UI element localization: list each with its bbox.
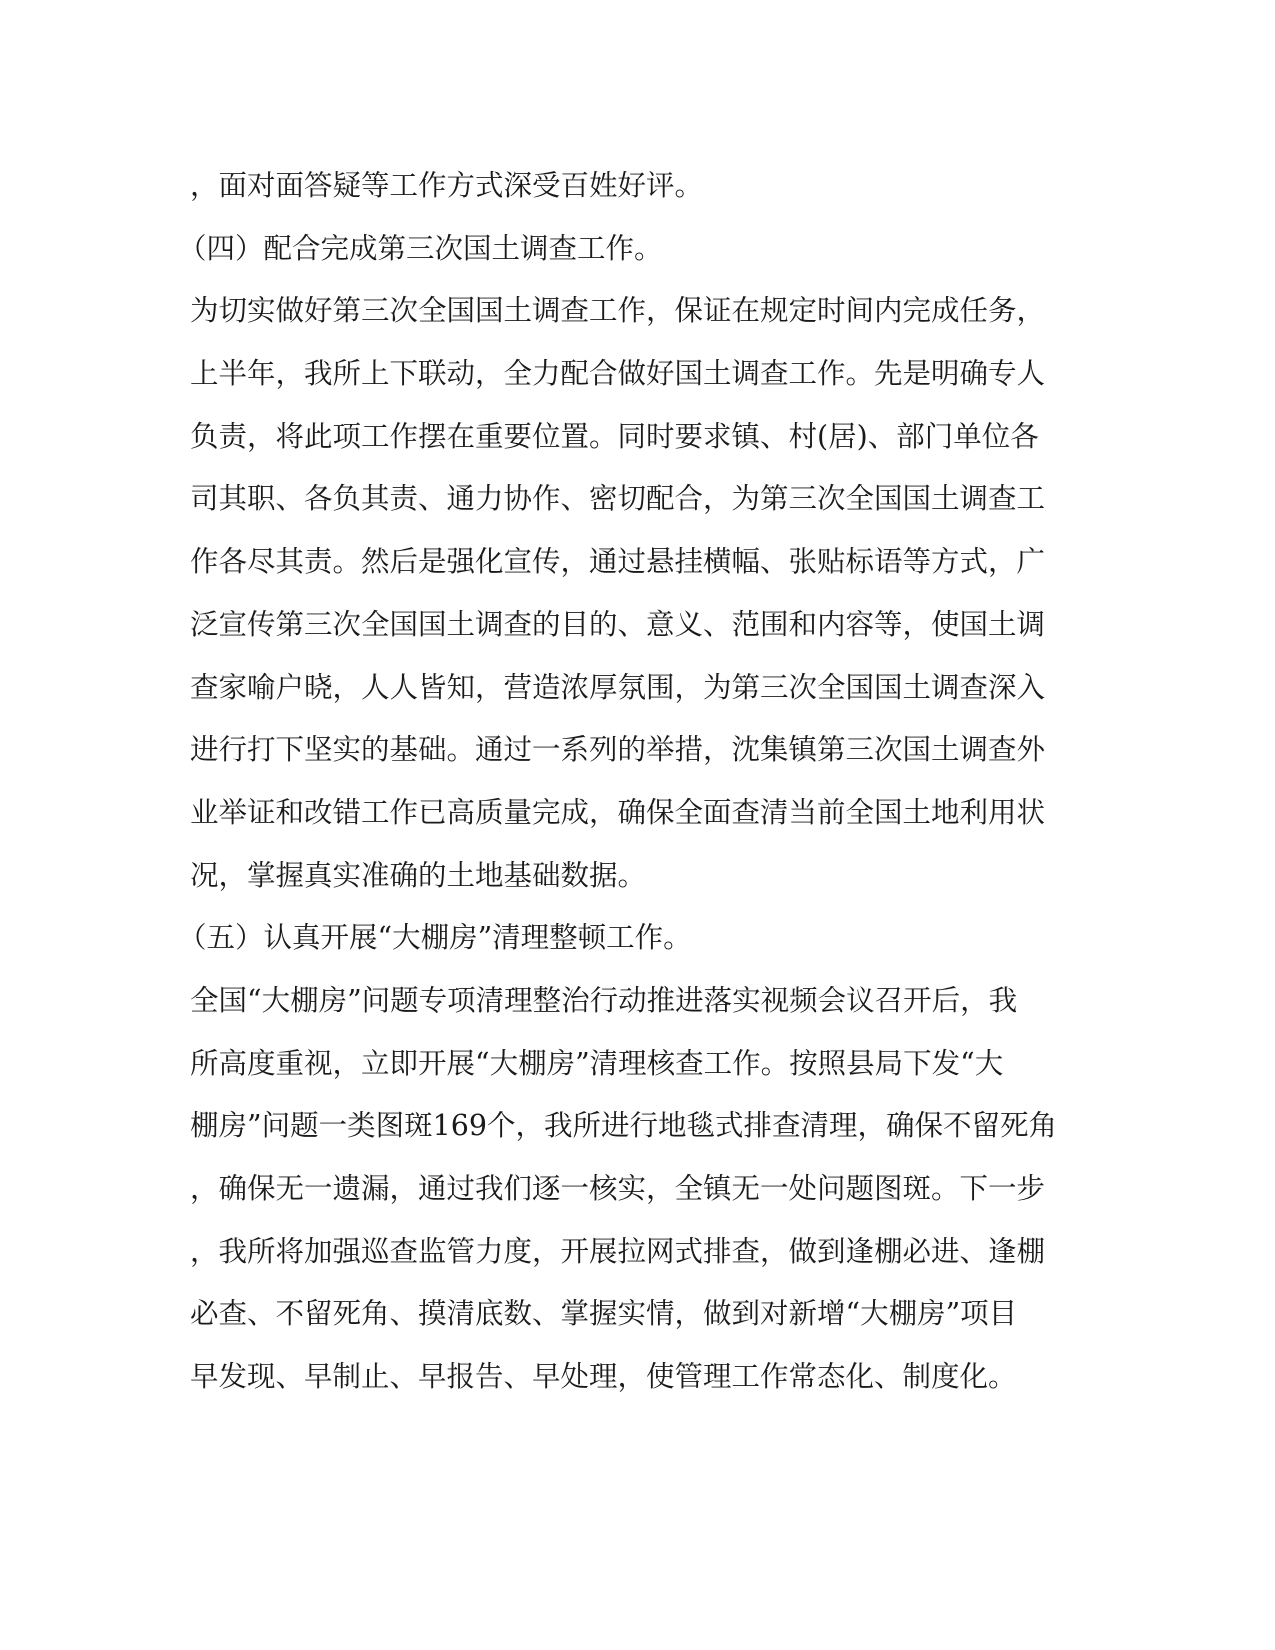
text-line: 况，掌握真实准确的土地基础数据。: [190, 858, 647, 892]
section-heading-5: （五）认真开展“大棚房”清理整顿工作。: [178, 921, 692, 955]
text-line: ，确保无一遗漏，通过我们逐一核实，全镇无一处问题图斑。下一步: [190, 1172, 1046, 1205]
text-line: 作各尽其责。然后是强化宣传，通过悬挂横幅、张贴标语等方式，广: [190, 545, 1046, 579]
text-line: ，我所将加强巡查监管力度，开展拉网式排查，做到逢棚必进、逢棚: [190, 1234, 1046, 1268]
section-heading-4: （四）配合完成第三次国土调查工作。: [178, 231, 663, 265]
text-line: 棚房”问题一类图斑169个，我所进行地毯式排查清理，确保不留死角: [190, 1109, 1057, 1143]
text-line: 必查、不留死角、摸清底数、掌握实情，做到对新增“大棚房”项目: [190, 1297, 1018, 1331]
text-line: 业举证和改错工作已高质量完成，确保全面查清当前全国土地利用状: [190, 795, 1046, 829]
text-line: 司其职、各负其责、通力协作、密切配合，为第三次全国国土调查工: [190, 482, 1046, 516]
text-line: ，面对面答疑等工作方式深受百姓好评。: [190, 169, 704, 202]
text-line: 为切实做好第三次全国国土调查工作，保证在规定时间内完成任务，: [190, 294, 1046, 328]
text-line: 早发现、早制止、早报告、早处理，使管理工作常态化、制度化。: [190, 1360, 1017, 1394]
text-line: 全国“大棚房”问题专项清理整治行动推进落实视频会议召开后，我: [190, 983, 1018, 1017]
text-line: 上半年，我所上下联动，全力配合做好国土调查工作。先是明确专人: [190, 357, 1046, 391]
text-line: 泛宣传第三次全国国土调查的目的、意义、范围和内容等，使国土调: [190, 607, 1046, 641]
text-line: 进行打下坚实的基础。通过一系列的举措，沈集镇第三次国土调查外: [190, 733, 1046, 767]
text-line: 查家喻户晓，人人皆知，营造浓厚氛围，为第三次全国国土调查深入: [190, 670, 1046, 704]
body-text: [178, 155, 1070, 1409]
text-line: 所高度重视，立即开展“大棚房”清理核查工作。按照县局下发“大: [190, 1046, 1004, 1080]
text-line: 负责，将此项工作摆在重要位置。同时要求镇、村(居)、部门单位各: [190, 419, 1039, 453]
